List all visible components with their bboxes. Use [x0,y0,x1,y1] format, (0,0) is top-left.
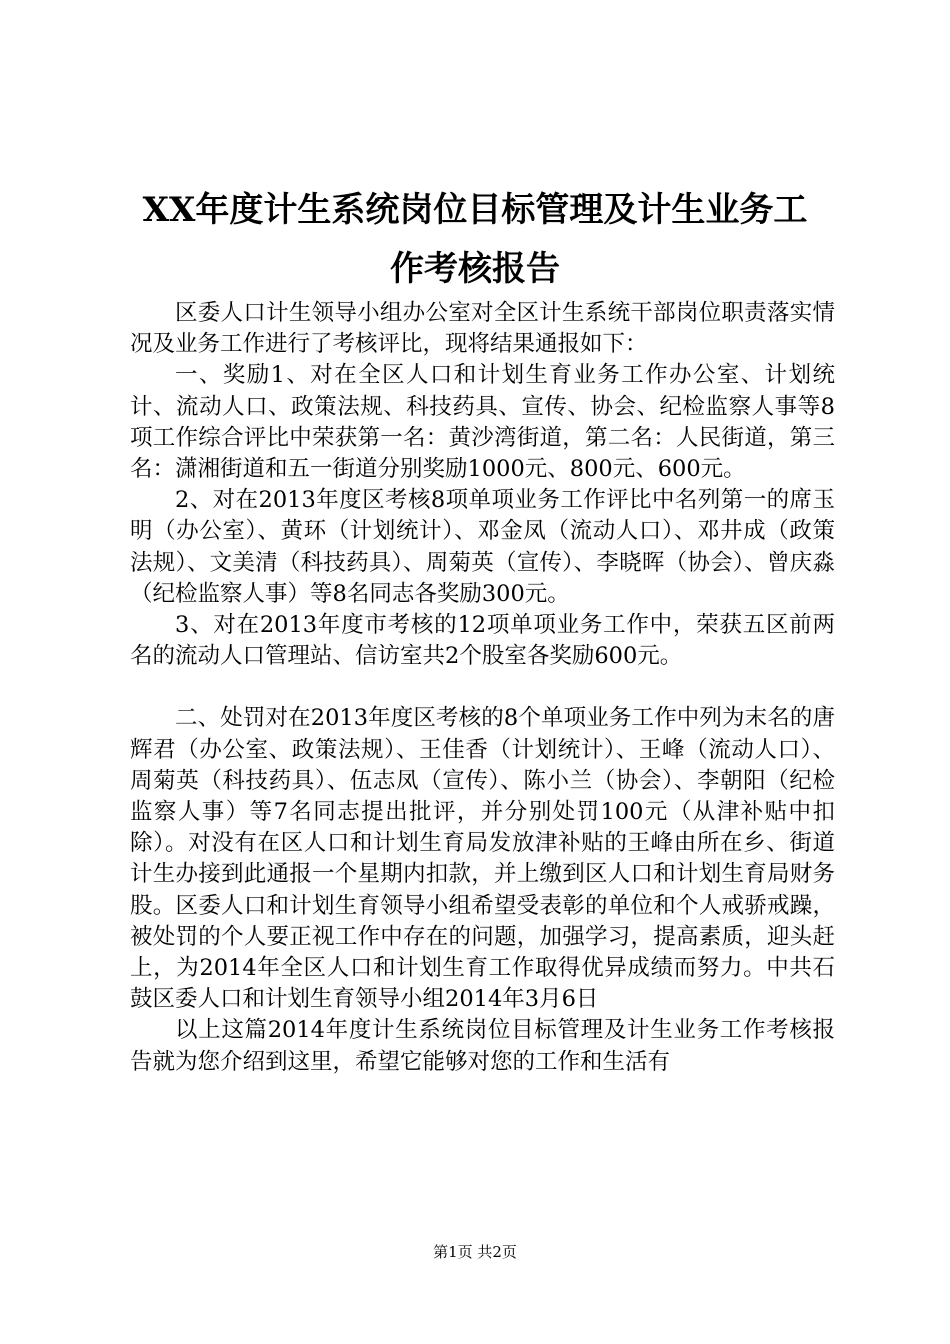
document-body [130,298,835,1078]
document-title-line-1: XX年度计生系统岗位目标管理及计生业务工 [142,190,808,230]
paragraph-intro: 区委人口计生领导小组办公室对全区计生系统干部岗位职责落实情况及业务工作进行了考核评比，现将结果通报如下： [130,300,835,358]
paragraph-closing: 以上这篇2014年度计生系统岗位目标管理及计生业务工作考核报告就为您介绍到这里，希望它能够对您的工作和生活有 [130,1017,835,1075]
paragraph-reward-2: 2、对在2013年度区考核8项单项业务工作评比中名列第一的席玉明（办公室）、黄环（计划统计）、邓金凤（流动人口）、邓井成（政策法规）、文美清（科技药具）、周菊英（宣传）、李晓晖（协会）、曾庆淼（纪检监察人事）等8名同志各奖励300元。 [130,487,835,607]
document-title-line-2: 作考核报告 [390,249,560,289]
paragraph-reward-1: 一、奖励1、对在全区人口和计划生育业务工作办公室、计划统计、流动人口、政策法规、科技药具、宣传、协会、纪检监察人事等8项工作综合评比中荣获第一名：黄沙湾街道，第二名：人民街道，第三名：潇湘街道和五一街道分别奖励1000元、800元、600元。 [130,362,835,483]
paragraph-reward-3: 3、对在2013年度市考核的12项单项业务工作中，荣获五区前两名的流动人口管理站、信访室共2个股室各奖励600元。 [130,612,835,670]
paragraph-penalty: 二、处罚对在2013年度区考核的8个单项业务工作中列为末名的唐辉君（办公室、政策法规）、王佳香（计划统计）、王峰（流动人口）、周菊英（科技药具）、伍志凤（宣传）、陈小兰（协会）、李朝阳（纪检监察人事）等7名同志提出批评，并分别处罚100元（从津补贴中扣除）。对没有在区人口和计划生育局发放津补贴的王峰由所在乡、街道计生办接到此通报一个星期内扣款，并上缴到区人口和计划生育局财务股。区委人口和计划生育领导小组希望受表彰的单位和个人戒骄戒躁，被处罚的个人要正视工作中存在的问题，加强学习，提高素质，迎头赶上，为2014年全区人口和计划生育工作取得优异成绩而努力。中共石鼓区委人口和计划生育领导小组2014年3月6日 [130,705,835,1013]
page-number-footer: 第1页 共2页 [433,1243,517,1261]
